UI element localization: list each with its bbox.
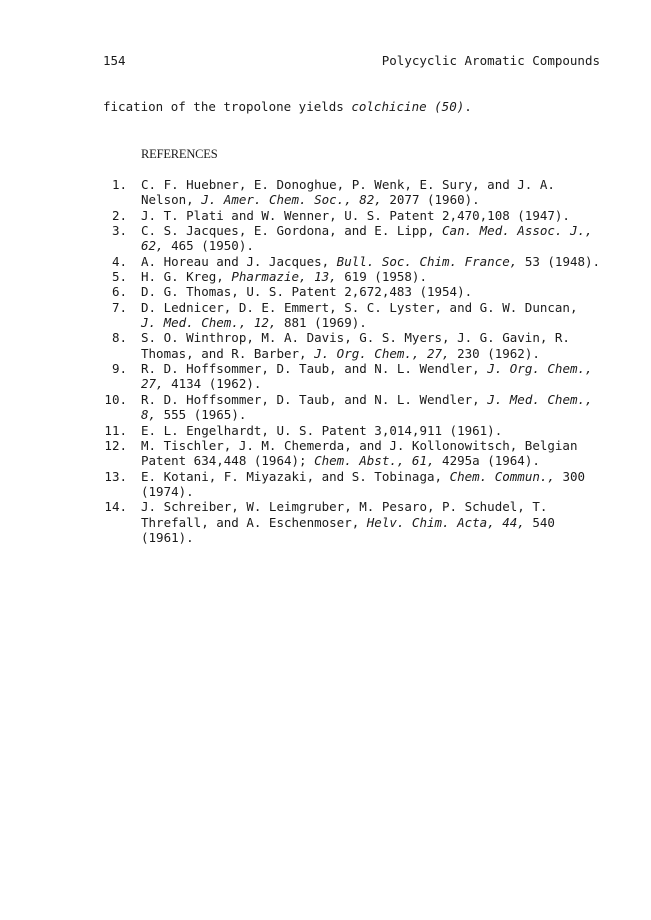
reference-text-run: Nelson,	[141, 192, 202, 208]
reference-text-run: Threfall, and A. Eschenmoser,	[141, 514, 367, 530]
reference-line	[103, 254, 613, 269]
reference-line	[103, 284, 613, 299]
reference-text-run: Thomas, and R. Barber,	[141, 345, 315, 361]
reference-text-run: R. D. Hoffsommer, D. Taub, and N. L. Wendler,	[141, 361, 488, 377]
reference-text-run: H. G. Kreg,	[141, 269, 232, 285]
page-number: 154	[103, 53, 126, 68]
reference-entry	[103, 208, 613, 223]
reference-line	[103, 453, 613, 468]
reference-text	[141, 269, 427, 284]
reference-entry	[103, 284, 613, 299]
reference-citation-italic: J. Org. Chem.,	[487, 361, 593, 377]
reference-line	[103, 346, 613, 361]
reference-text-run: A. Horeau and J. Jacques,	[141, 253, 337, 269]
reference-entry	[103, 330, 613, 361]
reference-text-run: E. L. Engelhardt, U. S. Patent 3,014,911 (1961).	[141, 422, 503, 438]
reference-text-run: J. T. Plati and W. Wenner, U. S. Patent 2,470,108 (1947).	[141, 207, 570, 223]
reference-entry	[103, 392, 613, 423]
reference-entry	[103, 300, 613, 331]
reference-citation-italic: J. Amer. Chem. Soc., 82,	[201, 192, 382, 208]
reference-line	[103, 438, 613, 453]
reference-citation-italic: Bull. Soc. Chim. France,	[336, 253, 518, 269]
reference-line	[103, 407, 613, 422]
reference-text-run: Patent 634,448 (1964);	[141, 453, 315, 469]
reference-line	[103, 499, 613, 514]
reference-entry	[103, 269, 613, 284]
body-text: fication of the tropolone yields	[103, 99, 352, 114]
reference-number: 1.	[111, 177, 127, 192]
reference-text	[141, 300, 578, 315]
reference-entry	[103, 254, 613, 269]
reference-text-run: 540	[524, 514, 555, 530]
reference-text-run: 4295a (1964).	[434, 453, 540, 469]
body-paragraph	[103, 99, 472, 114]
reference-line	[103, 269, 613, 284]
reference-citation-italic: J. Med. Chem., 12,	[141, 315, 277, 331]
reference-line	[103, 192, 613, 207]
reference-text-run: R. D. Hoffsommer, D. Taub, and N. L. Wendler,	[141, 391, 488, 407]
body-text: .	[464, 99, 472, 114]
reference-line	[103, 515, 613, 530]
reference-line	[103, 469, 613, 484]
reference-text-run: (1974).	[141, 483, 194, 499]
reference-entry	[103, 469, 613, 500]
reference-text-run: E. Kotani, F. Miyazaki, and S. Tobinaga,	[141, 468, 450, 484]
reference-citation-italic: J. Med. Chem.,	[487, 391, 593, 407]
reference-citation-italic: 27,	[141, 376, 164, 392]
reference-text-run: C. S. Jacques, E. Gordona, and E. Lipp,	[141, 223, 443, 239]
reference-text-run: 619 (1958).	[336, 269, 427, 285]
reference-text	[141, 499, 547, 514]
body-italic-text: colchicine (50)	[351, 99, 465, 114]
reference-entry	[103, 438, 613, 469]
reference-number: 7.	[111, 299, 127, 315]
reference-text	[141, 469, 585, 484]
reference-number: 14.	[104, 499, 127, 515]
reference-text	[141, 361, 593, 376]
reference-text-run: D. Lednicer, D. E. Emmert, S. C. Lyster, and G. W. Duncan,	[141, 299, 578, 315]
reference-citation-italic: Helv. Chim. Acta, 44,	[366, 514, 525, 530]
reference-text	[141, 530, 194, 545]
reference-line	[103, 530, 613, 545]
reference-text	[141, 284, 472, 299]
reference-number: 6.	[111, 284, 127, 300]
reference-number: 11.	[104, 422, 127, 438]
reference-text	[141, 484, 194, 499]
reference-text	[141, 192, 480, 207]
reference-text-run: S. O. Winthrop, M. A. Davis, G. S. Myers, J. G. Gavin, R.	[141, 330, 570, 346]
reference-text-run: D. G. Thomas, U. S. Patent 2,672,483 (1954).	[141, 284, 473, 300]
reference-entry	[103, 499, 613, 545]
reference-text-run: 2077 (1960).	[381, 192, 480, 208]
reference-text	[141, 423, 502, 438]
reference-text	[141, 254, 600, 269]
reference-text-run: 300	[554, 468, 586, 484]
references-heading: REFERENCES	[141, 147, 218, 161]
reference-number: 3.	[111, 223, 127, 239]
reference-line	[103, 484, 613, 499]
reference-entry	[103, 177, 613, 208]
reference-list	[103, 177, 613, 545]
reference-text	[141, 438, 578, 453]
reference-text	[141, 177, 555, 192]
reference-number: 10.	[104, 391, 127, 407]
reference-text	[141, 238, 254, 253]
reference-text	[141, 376, 261, 391]
reference-number: 12.	[104, 437, 127, 453]
reference-text	[141, 223, 593, 238]
reference-text-run: 555 (1965).	[156, 407, 247, 423]
reference-number: 8.	[111, 330, 127, 346]
reference-text	[141, 407, 246, 422]
reference-text-run: 881 (1969).	[276, 315, 367, 331]
reference-citation-italic: Chem. Commun.,	[449, 468, 555, 484]
reference-text-run: J. Schreiber, W. Leimgruber, M. Pesaro, P. Schudel, T.	[141, 499, 548, 515]
reference-text-run: 230 (1962).	[449, 345, 540, 361]
reference-citation-italic: Chem. Abst., 61,	[314, 453, 435, 469]
reference-text-run: 465 (1950).	[163, 238, 254, 254]
reference-line	[103, 361, 613, 376]
reference-text	[141, 453, 540, 468]
reference-line	[103, 177, 613, 192]
reference-citation-italic: Can. Med. Assoc. J.,	[442, 223, 593, 239]
reference-text	[141, 330, 570, 345]
reference-line	[103, 423, 613, 438]
reference-citation-italic: Pharmazie, 13,	[231, 269, 337, 285]
reference-text-run: C. F. Huebner, E. Donoghue, P. Wenk, E. Sury, and J. A.	[141, 177, 555, 192]
reference-citation-italic: 62,	[141, 238, 164, 254]
reference-entry	[103, 223, 613, 254]
reference-text	[141, 392, 593, 407]
reference-text-run: (1961).	[141, 529, 194, 545]
reference-text	[141, 208, 570, 223]
running-head: Polycyclic Aromatic Compounds	[381, 53, 600, 68]
reference-line	[103, 300, 613, 315]
reference-number: 5.	[111, 269, 127, 285]
reference-number: 9.	[111, 361, 127, 377]
reference-text-run: M. Tischler, J. M. Chemerda, and J. Kollonowitsch, Belgian	[141, 437, 578, 453]
reference-line	[103, 376, 613, 391]
reference-citation-italic: 8,	[141, 407, 157, 423]
reference-text	[141, 346, 540, 361]
reference-number: 4.	[111, 253, 127, 269]
reference-text	[141, 315, 367, 330]
reference-number: 2.	[111, 207, 127, 223]
reference-line	[103, 238, 613, 253]
reference-text-run: 53 (1948).	[517, 253, 601, 269]
reference-line	[103, 315, 613, 330]
reference-citation-italic: J. Org. Chem., 27,	[314, 345, 450, 361]
reference-entry	[103, 361, 613, 392]
reference-number: 13.	[104, 468, 127, 484]
reference-line	[103, 208, 613, 223]
reference-line	[103, 330, 613, 345]
reference-line	[103, 392, 613, 407]
reference-line	[103, 223, 613, 238]
reference-entry	[103, 423, 613, 438]
reference-text	[141, 515, 555, 530]
reference-text-run: 4134 (1962).	[163, 376, 262, 392]
